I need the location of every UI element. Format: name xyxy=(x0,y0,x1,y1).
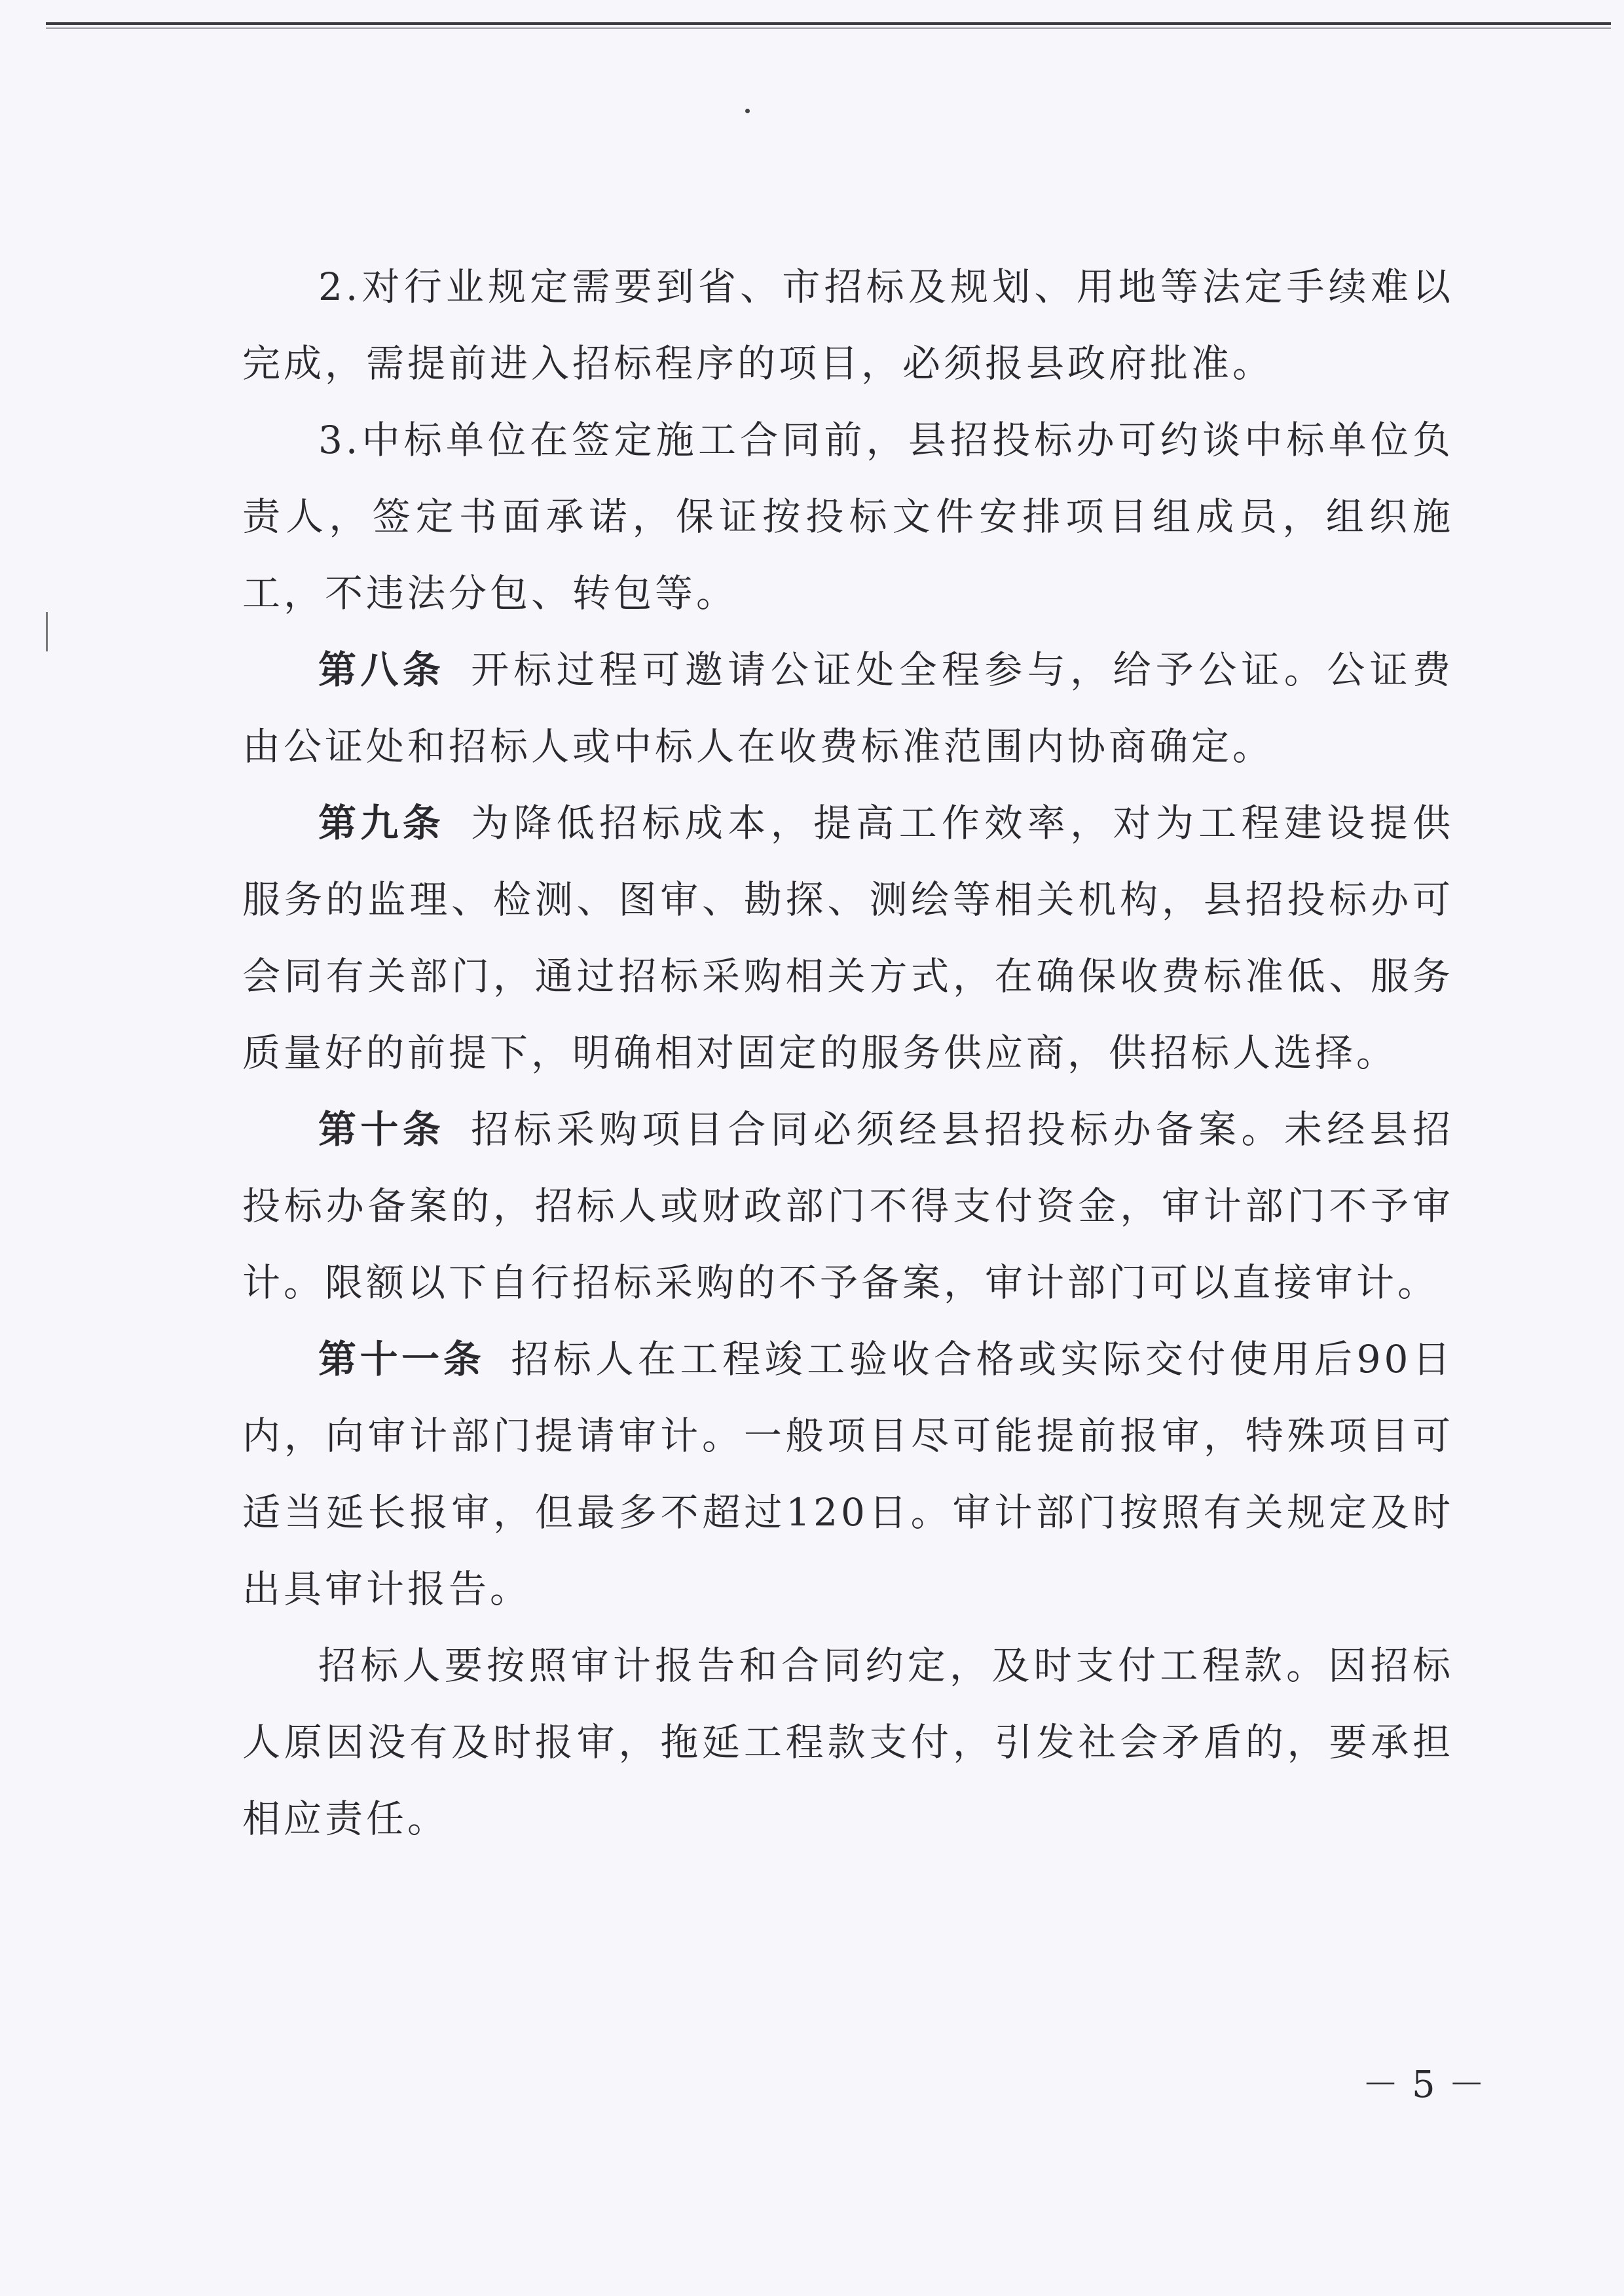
article-text: 招标人在工程竣工验收合格或实际交付使用后90日内，向审计部门提请审计。一般项目尽可能提前报审，特殊项目可适当延长报审，但最多不超过120日。审计部门按照有关规定及时出具审计报告。 xyxy=(242,1337,1454,1611)
paragraph-item-2 xyxy=(242,249,1454,402)
paragraph-text: 招标人要按照审计报告和合同约定，及时支付工程款。因招标人原因没有及时报审，拖延工程款支付，引发社会矛盾的，要承担相应责任。 xyxy=(242,1643,1454,1841)
article-heading: 第八条 xyxy=(318,647,445,692)
article-text: 为降低招标成本，提高工作效率，对为工程建设提供服务的监理、检测、图审、勘探、测绘等相关机构，县招投标办可会同有关部门，通过招标采购相关方式，在确保收费标准低、服务质量好的前提下，明确相对固定的服务供应商，供招标人选择。 xyxy=(242,801,1454,1075)
paragraph-item-3 xyxy=(242,402,1454,632)
article-heading: 第十一条 xyxy=(318,1337,485,1381)
scan-speck xyxy=(745,109,750,113)
article-10 xyxy=(242,1091,1454,1321)
document-body xyxy=(242,249,1454,1857)
paragraph-text: 2.对行业规定需要到省、市招标及规划、用地等法定手续难以完成，需提前进入招标程序的项目，必须报县政府批准。 xyxy=(242,264,1454,386)
article-9 xyxy=(242,785,1454,1091)
article-11 xyxy=(242,1321,1454,1628)
top-rule-shadow xyxy=(46,27,1611,29)
article-heading: 第九条 xyxy=(318,801,445,845)
margin-mark xyxy=(46,612,48,651)
article-heading: 第十条 xyxy=(318,1107,445,1152)
article-11-continuation xyxy=(242,1628,1454,1857)
article-8 xyxy=(242,632,1454,785)
paragraph-text: 3.中标单位在签定施工合同前，县招投标办可约谈中标单位负责人，签定书面承诺，保证按投标文件安排项目组成员，组织施工，不违法分包、转包等。 xyxy=(242,418,1454,615)
top-rule xyxy=(46,22,1611,25)
article-text: 开标过程可邀请公证处全程参与，给予公证。公证费由公证处和招标人或中标人在收费标准范围内协商确定。 xyxy=(242,647,1454,769)
article-text: 招标采购项目合同必须经县招投标办备案。未经县招投标办备案的，招标人或财政部门不得支付资金，审计部门不予审计。限额以下自行招标采购的不予备案，审计部门可以直接审计。 xyxy=(242,1107,1454,1305)
page-number: －5－ xyxy=(1362,2064,1498,2106)
